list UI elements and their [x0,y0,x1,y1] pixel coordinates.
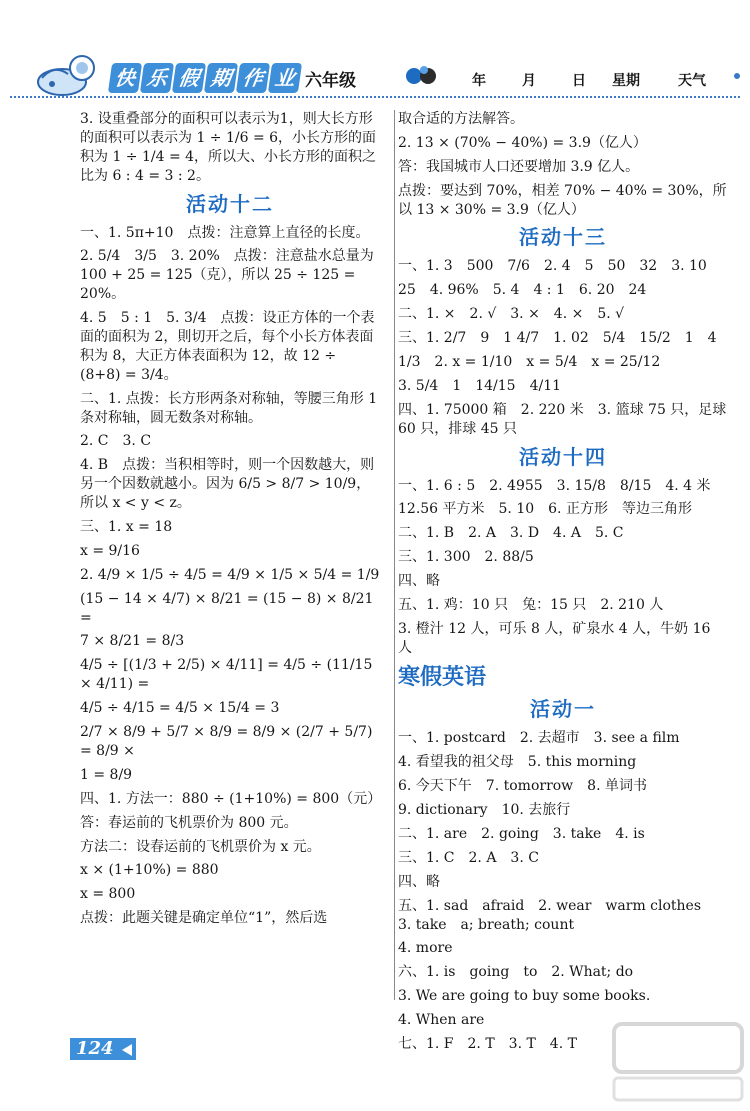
title-banner [110,62,302,94]
answer-line: 3. 橙汁 12 人，可乐 8 人，矿泉水 4 人，牛奶 16 人 [398,620,711,656]
answer-line: 二、1. are 2. going 3. take 4. is [398,825,645,842]
answer-line: 三、1. 300 2. 88/5 [398,549,534,566]
answer-line: 7 × 8/21 = 8/3 [80,633,185,650]
answer-line: 五、1. sad afraid 2. wear warm clothes 3. take a; breath; count [398,897,716,933]
banner-char: 期 [204,63,238,93]
page-arrow-icon [122,1044,132,1056]
banner-char: 假 [172,63,206,93]
page-number: 124 [70,1038,136,1060]
banner-char: 业 [268,63,302,93]
answer-line: 七、1. F 2. T 3. T 4. T [398,1035,577,1052]
answer-line: 12.56 平方米 5. 10 6. 正方形 等边三角形 [398,501,692,518]
answer-line: 方法二：设春运前的飞机票价为 x 元。 [80,838,321,855]
grade-label: 六年级 [305,71,356,91]
activity-heading: 活动十三 [519,225,607,250]
weekday-label: 星期 [612,73,640,89]
answer-line: 4. B 点拨：当积相等时，则一个因数越大，则另一个因数就越小。因为 6/5 > 8/7 > 10/9，所以 x < y < z。 [80,457,375,512]
answer-line: 4. more [398,940,453,957]
answer-line: x = 9/16 [80,542,140,559]
answer-line: 取合适的方法解答。 [398,111,524,127]
answer-line: 六、1. is going to 2. What; do [398,964,634,981]
answer-line: 2. C 3. C [80,433,152,450]
left-column [80,110,380,933]
answer-line: 4. When are [398,1012,485,1029]
answer-line: 3. We are going to buy some books. [398,988,651,1005]
activity-heading: 活动十四 [519,444,607,469]
answer-line: 四、略 [398,573,440,590]
answer-line: 一、1. postcard 2. 去超市 3. see a film [398,730,680,747]
section-heading: 寒假英语 [398,664,487,690]
answer-line: 3. 5/4 1 14/15 4/11 [398,377,562,394]
banner-char: 快 [108,63,142,93]
answer-line: 点拨：要达到 70%，相差 70% − 40% = 30%，所以 13 × 30% = 3.9（亿人） [398,182,727,218]
answer-line: 三、1. x = 18 [80,519,173,536]
answer-line: 一、1. 5π+10 点拨：注意算上直径的长度。 [80,224,370,241]
answer-line: 一、1. 3 500 7/6 2. 4 5 50 32 3. 10 [398,258,707,275]
answer-line: 25 4. 96% 5. 4 4 : 1 6. 20 24 [398,282,647,299]
answer-line: 1/3 2. x = 1/10 x = 5/4 x = 25/12 [398,354,661,371]
day-label: 日 [572,73,586,89]
right-column [398,110,728,1059]
answer-line: 3. 设重叠部分的面积可以表示为1，则大长方形的面积可以表示为 1 ÷ 1/6 = 6，小长方形的面积为 1 ÷ 1/4 = 4，所以大、小长方形的面积之比为 6 : 4 = 3 : 2。 [80,111,377,184]
watermark-logo-icon [612,1020,744,1104]
answer-line: (15 − 14 × 4/7) × 8/21 = (15 − 8) × 8/21 = [80,590,374,626]
answer-line: 2. 5/4 3/5 3. 20% 点拨：注意盐水总量为 100 + 25 = 125（克），所以 25 ÷ 125 = 20%。 [80,248,374,303]
answer-line: 6. 今天下午 7. tomorrow 8. 单词书 [398,778,647,795]
answer-line: 2. 13 × (70% − 40%) = 3.9（亿人） [398,134,647,151]
activity-heading: 活动一 [530,697,596,722]
weather-label: 天气 [678,73,706,89]
answer-line: 二、1. 点拨：长方形两条对称轴，等腰三角形 1 条对称轴，圆无数条对称轴。 [80,390,378,426]
answer-line: 三、1. C 2. A 3. C [398,849,539,866]
header-divider [10,96,740,98]
page-header [0,0,750,108]
column-divider [394,110,395,1000]
answer-line: 2. 4/9 × 1/5 ÷ 4/5 = 4/9 × 1/5 × 5/4 = 1/9 [80,566,380,583]
answer-line: x = 800 [80,886,136,903]
answer-line: x × (1+10%) = 880 [80,862,219,879]
banner-char: 作 [236,63,270,93]
answer-line: 二、1. × 2. √ 3. × 4. × 5. √ [398,306,625,323]
month-label: 月 [522,73,536,89]
mascot-illustration-icon [34,52,104,98]
answer-line: 4/5 ÷ 4/15 = 4/5 × 15/4 = 3 [80,700,280,717]
answer-line: 4/5 ÷ [(1/3 + 2/5) × 4/11] = 4/5 ÷ (11/15 × 4/11) = [80,657,373,693]
answer-line: 二、1. B 2. A 3. D 4. A 5. C [398,525,624,542]
year-label: 年 [472,73,486,89]
answer-line: 9. dictionary 10. 去旅行 [398,802,571,819]
answer-line: 4. 看望我的祖父母 5. this morning [398,754,637,771]
answer-line: 三、1. 2/7 9 1 4/7 1. 02 5/4 15/2 1 4 [398,330,717,347]
answer-line: 四、1. 75000 箱 2. 220 米 3. 篮球 75 只，足球 60 只，排球 45 只 [398,401,727,437]
balls-icon [404,64,440,88]
answer-line: 一、1. 6 : 5 2. 4955 3. 15/8 8/15 4. 4 米 [398,477,711,494]
answer-line: 答：春运前的飞机票价为 800 元。 [80,814,298,831]
header-dot [734,73,740,79]
answer-line: 四、略 [398,873,440,890]
answer-line: 点拨：此题关键是确定单位“1”，然后选 [80,910,328,927]
answer-line: 1 = 8/9 [80,766,133,783]
answer-line: 四、1. 方法一：880 ÷ (1+10%) = 800（元） [80,790,382,807]
answer-line: 五、1. 鸡：10 只 兔：15 只 2. 210 人 [398,597,664,614]
answer-line: 4. 5 5 : 1 5. 3/4 点拨：设正方体的一个表面的面积为 2，則切开之后，每个小长方体表面积为 8，大正方体表面积为 12，故 12 ÷ (8+8) = 3/4。 [80,310,375,383]
answer-line: 2/7 × 8/9 + 5/7 × 8/9 = 8/9 × (2/7 + 5/7) = 8/9 × [80,724,373,759]
banner-char: 乐 [140,63,174,93]
answer-line: 答：我国城市人口还要增加 3.9 亿人。 [398,158,640,175]
activity-heading: 活动十二 [186,191,274,216]
